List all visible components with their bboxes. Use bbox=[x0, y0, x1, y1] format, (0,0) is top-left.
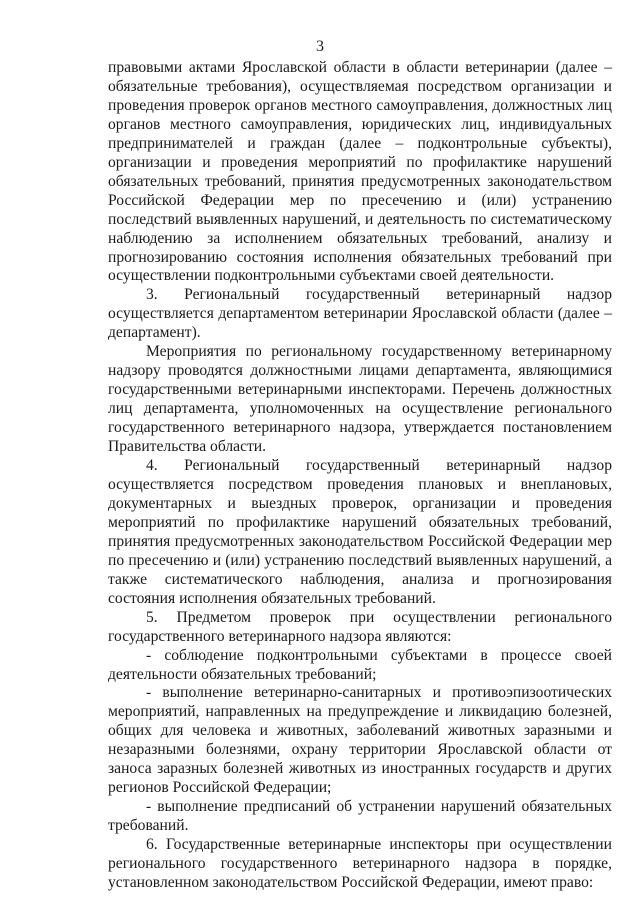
paragraph-continuation: правовыми актами Ярославской области в области ветеринарии (далее – обязательные требования), осуществляемая посредством организации и проведения проверок органов местного самоуправления, должностных лиц органов местного самоуправления, юридических лиц, индивидуальных предпринимателей и граждан (далее – подконтрольные субъекты), организации и проведения мероприятий по профилактике нарушений обязательных требований, принятия предусмотренных законодательством Российской Федерации мер по пресечению и (или) устранению последствий выявленных нарушений, и деятельность по систематическому наблюдению за исполнением обязательных требований, анализу и прогнозированию состояния исполнения обязательных требований при осуществлении подконтрольными субъектами своей деятельности. bbox=[108, 59, 612, 285]
paragraph-item-4: 4. Региональный государственный ветеринарный надзор осуществляется посредством проведения плановых и внеплановых, документарных и выездных проверок, организации и проведения мероприятий по профилактике нарушений обязательных требований, принятия предусмотренных законодательством Российской Федерации мер по пресечению и (или) устранению последствий выявленных нарушений, а также систематического наблюдения, анализа и прогнозирования состояния исполнения обязательных требований. bbox=[108, 457, 612, 607]
list-item-orders: - выполнение предписаний об устранении нарушений обязательных требований. bbox=[108, 798, 612, 835]
document-body bbox=[108, 59, 612, 893]
paragraph-item-5: 5. Предметом проверок при осуществлении регионального государственного ветеринарного надзора являются: bbox=[108, 608, 612, 645]
list-item-compliance: - соблюдение подконтрольными субъектами в процессе своей деятельности обязательных требований; bbox=[108, 646, 612, 683]
paragraph-item-6: 6. Государственные ветеринарные инспекторы при осуществлении регионального государственного ветеринарного надзора в порядке, установленном законодательством Российской Федерации, имеют право: bbox=[108, 836, 612, 891]
paragraph-item-3: 3. Региональный государственный ветеринарный надзор осуществляется департаментом ветеринарии Ярославской области (далее – департамент). bbox=[108, 286, 612, 342]
page-number: 3 bbox=[316, 38, 324, 55]
list-item-measures: - выполнение ветеринарно-санитарных и противоэпизоотических мероприятий, направленных на предупреждение и ликвидацию болезней, общих для человека и животных, заболеваний животных заразными и незаразными болезнями, охрану территории Ярославской области от заноса заразных болезней животных из иностранных государств и других регионов Российской Федерации; bbox=[108, 684, 612, 797]
paragraph-inspectors: Мероприятия по региональному государственному ветеринарному надзору проводятся должностными лицами департамента, являющимися государственными ветеринарными инспекторами. Перечень должностных лиц департамента, уполномоченных на осуществление регионального государственного ветеринарного надзора, утверждается постановлением Правительства области. bbox=[108, 343, 612, 456]
